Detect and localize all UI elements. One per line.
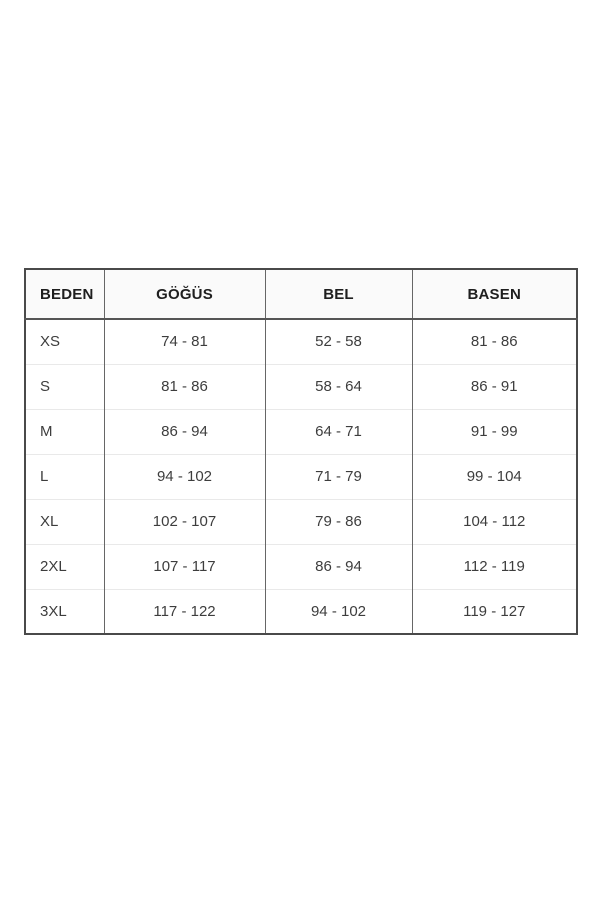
table-cell: 81 - 86	[104, 364, 265, 409]
table-row	[25, 454, 577, 499]
header-cell-basen: BASEN	[412, 269, 577, 319]
table-cell: 91 - 99	[412, 409, 577, 454]
table-row	[25, 364, 577, 409]
table-cell: 107 - 117	[104, 544, 265, 589]
table-cell: 2XL	[25, 544, 104, 589]
table-cell: 104 - 112	[412, 499, 577, 544]
table-cell: 81 - 86	[412, 319, 577, 364]
table-row	[25, 499, 577, 544]
table-cell: 119 - 127	[412, 589, 577, 634]
table-cell: 71 - 79	[265, 454, 412, 499]
table-cell: 86 - 94	[104, 409, 265, 454]
table-cell: 94 - 102	[265, 589, 412, 634]
header-cell-gogus: GÖĞÜS	[104, 269, 265, 319]
size-chart-table	[24, 268, 578, 635]
table-cell: XS	[25, 319, 104, 364]
table-cell: M	[25, 409, 104, 454]
table-cell: 102 - 107	[104, 499, 265, 544]
table-cell: 64 - 71	[265, 409, 412, 454]
header-cell-beden: BEDEN	[25, 269, 104, 319]
table-cell: 3XL	[25, 589, 104, 634]
table-cell: 99 - 104	[412, 454, 577, 499]
header-cell-bel: BEL	[265, 269, 412, 319]
table-row	[25, 319, 577, 364]
table-cell: 52 - 58	[265, 319, 412, 364]
table-row	[25, 544, 577, 589]
table-cell: 117 - 122	[104, 589, 265, 634]
header-row	[25, 269, 577, 319]
table-cell: 74 - 81	[104, 319, 265, 364]
table-row	[25, 589, 577, 634]
table-cell: 79 - 86	[265, 499, 412, 544]
table-cell: 112 - 119	[412, 544, 577, 589]
table-cell: 94 - 102	[104, 454, 265, 499]
table-cell: XL	[25, 499, 104, 544]
table-cell: 86 - 91	[412, 364, 577, 409]
table-cell: L	[25, 454, 104, 499]
table-cell: S	[25, 364, 104, 409]
table-cell: 58 - 64	[265, 364, 412, 409]
table-cell: 86 - 94	[265, 544, 412, 589]
table-body	[25, 319, 577, 634]
table-row	[25, 409, 577, 454]
